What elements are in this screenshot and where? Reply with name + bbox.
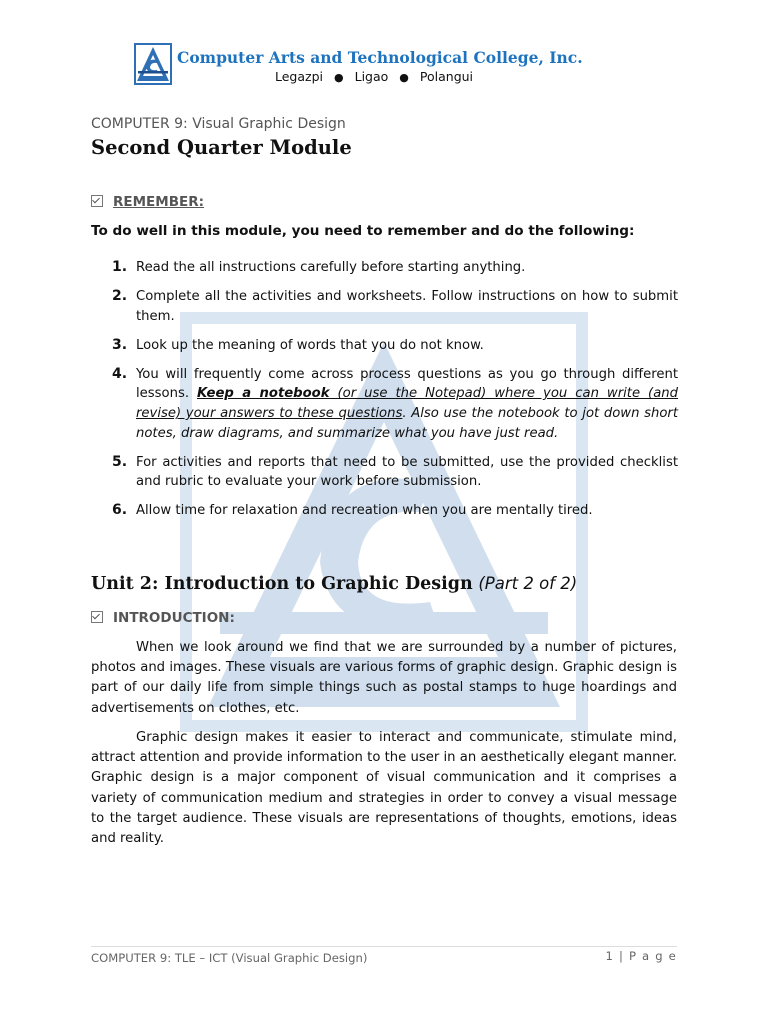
item-text: Read the all instructions carefully before starting anything. — [136, 260, 526, 275]
subject-heading: COMPUTER 9: Visual Graphic Design — [91, 116, 346, 132]
item-number: 6 . — [112, 501, 127, 521]
item-number: 5 . — [112, 453, 127, 473]
item-number: 2 . — [112, 287, 127, 307]
item-text: For activities and reports that need to be submitted, use the provided checklist and rubric to evaluate your work before submission. — [136, 454, 678, 490]
bullet-separator: ● — [399, 71, 409, 84]
campus-name: Ligao — [354, 69, 389, 84]
footer-divider — [91, 946, 677, 947]
remember-intro: To do well in this module, you need to remember and do the following: — [91, 223, 635, 239]
item-text: Complete all the activities and worksheets. Follow instructions on how to submit them. — [136, 289, 678, 324]
item-text: You will frequently come across process questions as you go through different lessons. — [136, 366, 678, 402]
item-number: 3 . — [112, 336, 127, 356]
list-item — [108, 453, 678, 492]
college-logo — [134, 43, 172, 85]
instruction-list — [108, 258, 678, 531]
emphasis-text: (or use the Notepad) where you can write (and revise) your answers to these questions — [136, 386, 679, 422]
introduction-label: INTRODUCTION: — [113, 610, 235, 626]
bullet-separator: ● — [334, 71, 344, 84]
emphasis-text: . Also use the notebook to jot down short notes, draw diagrams, and summarize what you have just read. — [136, 406, 678, 441]
introduction-heading — [91, 610, 235, 626]
footer-course: COMPUTER 9: TLE – ICT (Visual Graphic Design) — [91, 951, 368, 965]
campus-list — [275, 69, 473, 84]
remember-label: REMEMBER: — [113, 194, 205, 210]
list-item — [108, 336, 678, 356]
emphasis-text: Keep a notebook — [197, 386, 330, 402]
module-title: Second Quarter Module — [91, 136, 352, 159]
remember-heading — [91, 194, 204, 210]
list-item — [108, 365, 678, 443]
page-number: 1 | P a g e — [605, 949, 677, 963]
checkbox-icon — [91, 611, 103, 623]
campus-name: Legazpi — [275, 69, 323, 84]
list-item — [108, 287, 678, 326]
item-text: Allow time for relaxation and recreation when you are mentally tired. — [136, 503, 593, 519]
body-paragraph: Graphic design makes it easier to interact and communicate, stimulate mind, attract attention and provide information to the user in an aesthetically elegant manner. Graphic design is a major component of visual communication and it comprises a variety of communication medium and strategies in order to convey a visual message to the target audience. These visuals are representations of thoughts, emotions, ideas and reality. — [91, 730, 677, 847]
checkbox-icon — [91, 195, 103, 207]
item-text: Look up the meaning of words that you do not know. — [136, 337, 484, 353]
list-item — [108, 501, 678, 521]
body-paragraph: When we look around we find that we are surrounded by a number of pictures, photos and images. These visuals are various forms of graphic design. Graphic design is part of our daily life from simple things such as postal stamps to huge hoardings and advertisements on clothes, etc. — [91, 640, 677, 716]
list-item — [108, 258, 678, 278]
campus-name: Polangui — [419, 69, 474, 84]
item-number: 4 . — [112, 365, 127, 385]
unit-title-main: Unit 2: Introduction to Graphic Design — [91, 574, 473, 594]
unit-title — [91, 574, 577, 594]
college-name: Computer Arts and Technological College, Inc. — [177, 48, 583, 67]
item-number: 1 . — [112, 258, 127, 278]
letterhead — [134, 42, 604, 90]
unit-title-part: (Part 2 of 2) — [478, 574, 578, 593]
